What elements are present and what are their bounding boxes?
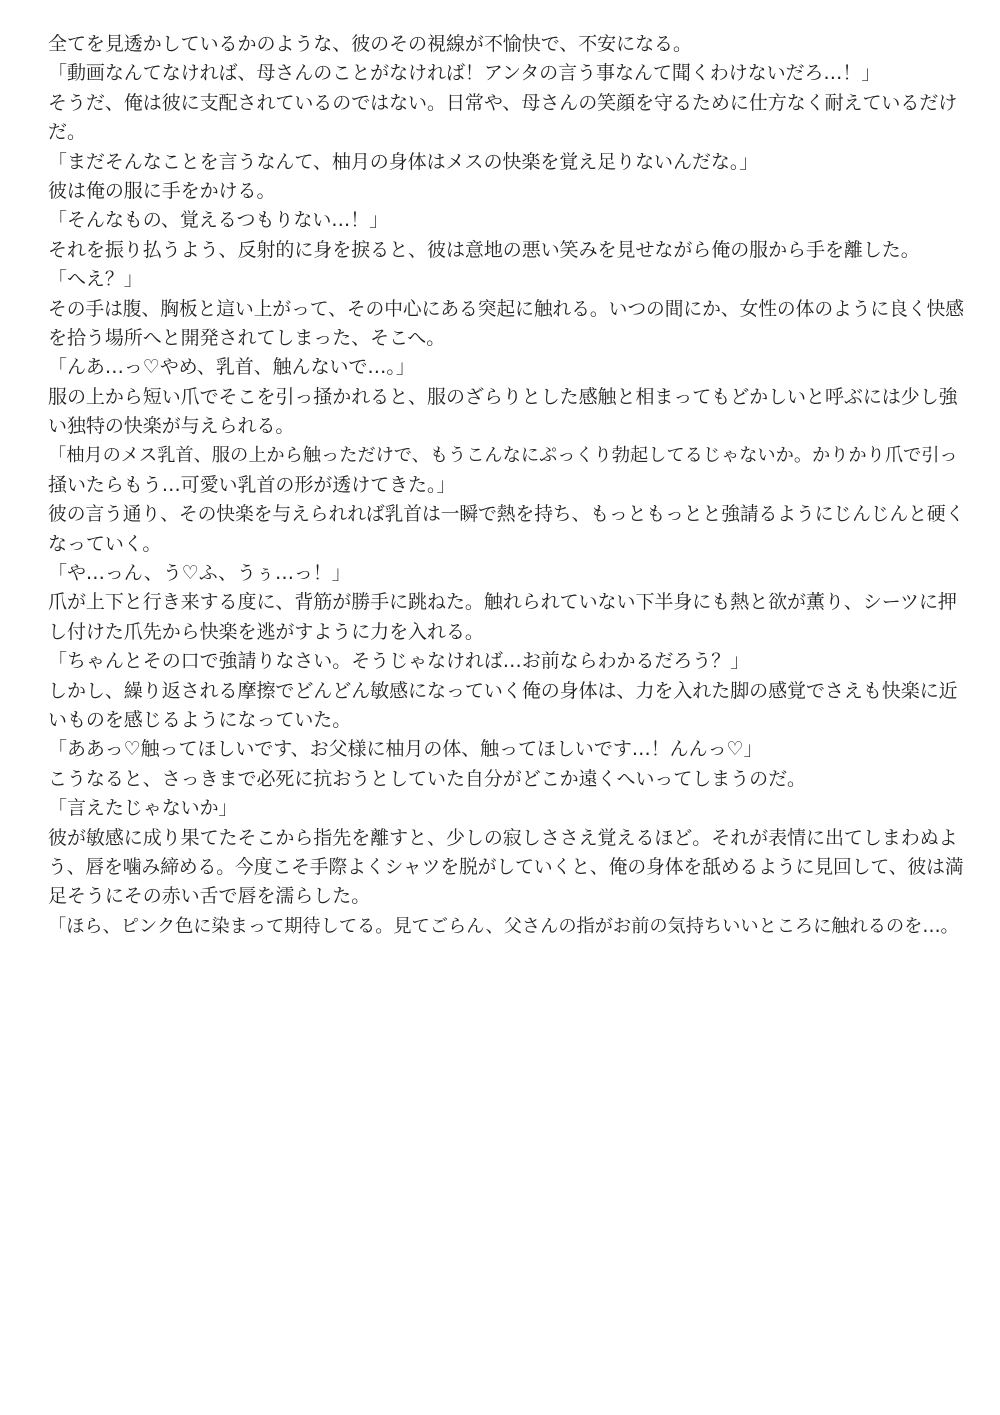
text-line: いものを感じるようになっていた。	[48, 708, 352, 731]
text-line: 「言えたじゃないか」	[48, 797, 238, 820]
text-line: 「や…っん、う♡ふ、うぅ…っ！」	[48, 562, 351, 585]
text-line: 掻いたらもう…可愛い乳首の形が透けてきた。」	[48, 473, 456, 496]
text-line: う、唇を噛み締める。今度こそ手際よくシャツを脱がしていくと、俺の身体を舐めるように見回して、彼は満	[48, 856, 964, 878]
text-line: なっていく。	[48, 532, 162, 555]
text-line: こうなると、さっきまで必死に抗おうとしていた自分がどこか遠くへいってしまうのだ。	[48, 767, 807, 790]
text-line: を拾う場所へと開発されてしまった、そこへ。	[48, 326, 446, 349]
text-line: 「動画なんてなければ、母さんのことがなければ！アンタの言う事なんて聞くわけないだろ…！」	[48, 62, 881, 85]
text-line: そうだ、俺は彼に支配されているのではない。日常や、母さんの笑顔を守るために仕方なく耐えているだけ	[48, 91, 958, 114]
text-line: 「ああっ♡触ってほしいです、お父様に柚月の体、触ってほしいです…！んんっ♡」	[48, 738, 763, 761]
text-line: 足そうにその赤い舌で唇を濡らした。	[48, 885, 371, 908]
text-line: しかし、繰り返される摩擦でどんどん敏感になっていく俺の身体は、力を入れた脚の感覚でさえも快楽に近	[48, 679, 958, 702]
text-line: 「そんなもの、覚えるつもりない…！」	[48, 209, 389, 232]
text-body	[48, 30, 968, 941]
text-line: 服の上から短い爪でそこを引っ掻かれると、服のざらりとした感触と相まってもどかしいと呼ぶには少し強	[48, 385, 958, 408]
text-line: その手は腹、胸板と這い上がって、その中心にある突起に触れる。いつの間にか、女性の体のように良く快感	[48, 298, 964, 320]
text-line: 「んあ…っ♡やめ、乳首、触んないで…。」	[48, 356, 415, 379]
text-line: だ。	[48, 121, 86, 144]
text-line: 爪が上下と行き来する度に、背筋が勝手に跳ねた。触れられていない下半身にも熱と欲が薫り、シーツに押	[48, 591, 957, 614]
text-line: それを振り払うよう、反射的に身を捩ると、彼は意地の悪い笑みを見せながら俺の服から手を離した。	[48, 238, 920, 261]
text-line: 「へえ？」	[48, 268, 143, 291]
text-line: 彼の言う通り、その快楽を与えられれば乳首は一瞬で熱を持ち、もっともっとと強請るようにじんじんと硬く	[48, 504, 965, 526]
text-line: 彼が敏感に成り果てたそこから指先を離すと、少しの寂しささえ覚えるほど。それが表情に出てしまわぬよ	[48, 826, 958, 849]
text-line: い独特の快楽が与えられる。	[48, 415, 295, 438]
text-line: 彼は俺の服に手をかける。	[48, 179, 276, 202]
text-line: 全てを見透かしているかのような、彼のその視線が不愉快で、不安になる。	[48, 33, 692, 55]
text-line: 「柚月のメス乳首、服の上から触っただけで、もうこんなにぷっくり勃起してるじゃないか。かりかり爪で引っ	[48, 445, 958, 467]
text-line: し付けた爪先から快楽を逃がすように力を入れる。	[48, 620, 484, 643]
text-line: 「まだそんなことを言うなんて、柚月の身体はメスの快楽を覚え足りないんだな。」	[48, 150, 759, 173]
text-line: 「ほら、ピンク色に染まって期待してる。見てごらん、父さんの指がお前の気持ちいいところに触れるのを…。	[48, 915, 959, 937]
text-line: 「ちゃんとその口で強請りなさい。そうじゃなければ…お前ならわかるだろう？」	[48, 650, 750, 673]
